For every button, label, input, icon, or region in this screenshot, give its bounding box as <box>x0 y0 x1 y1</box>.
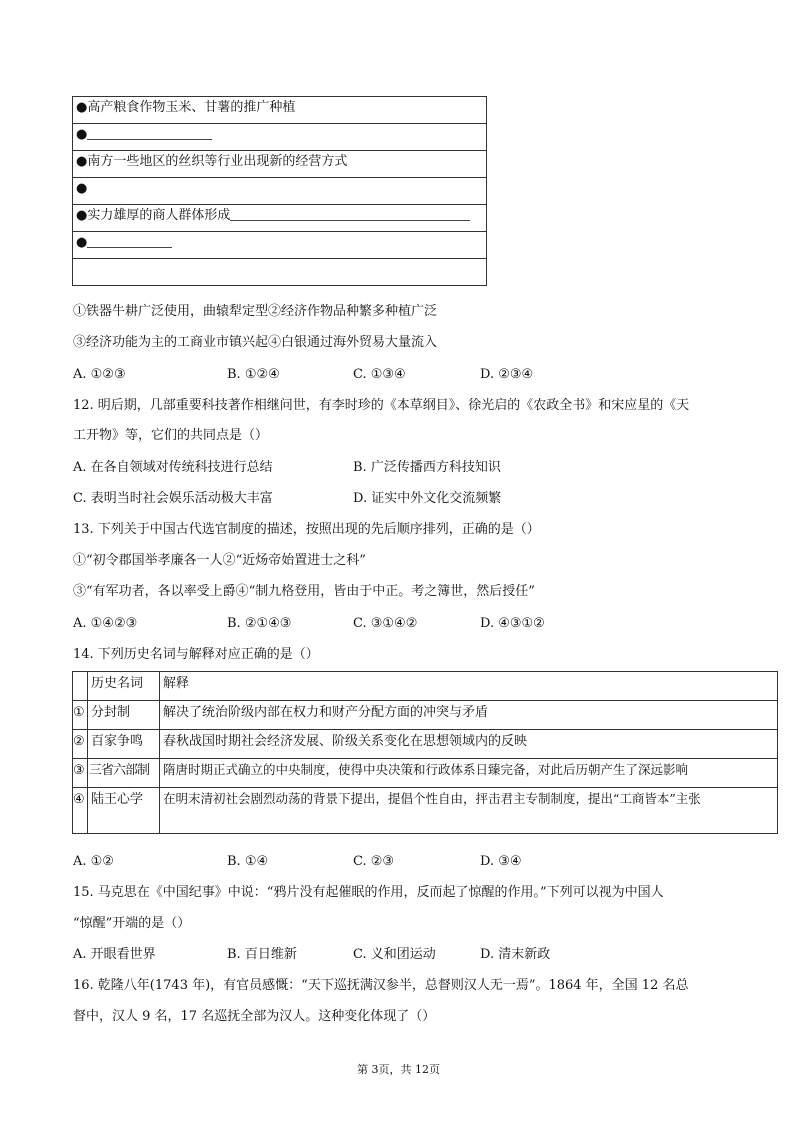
q12-option-c: C. 表明当时社会娱乐活动极大丰富 <box>73 491 273 506</box>
q16-stem-line1: 16. 乾隆八年(1743 年)，有官员感慨：“天下巡抚满汉参半，总督则汉人无一焉”。1864 年，全国 12 名总 <box>73 978 689 993</box>
q11-option-c: C. ①③④ <box>353 367 406 382</box>
answer-blank <box>87 139 212 140</box>
q15-stem-line2: “惊醒”开端的是（） <box>73 916 191 931</box>
q13-option-a: A. ①④②③ <box>73 616 138 631</box>
table-cell: 解决了统治阶级内部在权力和财产分配方面的冲突与矛盾 <box>160 701 778 730</box>
q13-stem-line1: 13. 下列关于中国古代选官制度的描述，按照出现的先后顺序排列，正确的是（） <box>73 522 540 537</box>
table-row <box>73 205 487 232</box>
table-cell: ● <box>73 232 487 259</box>
table-cell: 春秋战国时期社会经济发展、阶级关系变化在思想领域内的反映 <box>160 730 778 759</box>
table-row <box>73 178 487 205</box>
q14-option-a: A. ①② <box>73 854 114 869</box>
q14-option-b: B. ①④ <box>227 854 269 869</box>
q14-stem: 14. 下列历史名词与解释对应正确的是（） <box>73 647 319 662</box>
q15-option-c: C. 义和团运动 <box>353 947 436 962</box>
q12-stem-line2: 工开物》等，它们的共同点是（） <box>73 428 269 443</box>
q11-option-a: A. ①②③ <box>73 367 126 382</box>
table-cell <box>73 259 487 286</box>
q13-option-c: C. ③①④② <box>353 616 418 631</box>
q12-stem-line1: 12. 明后期，几部重要科技著作相继问世，有李时珍的《本草纲目》、徐光启的《农政全书》和宋应星的《天 <box>73 398 690 413</box>
q14-option-c: C. ②③ <box>353 854 395 869</box>
table-row <box>73 259 487 286</box>
events-table <box>72 96 487 286</box>
table-header-cell <box>73 672 88 701</box>
q13-option-d: D. ④③①② <box>480 616 545 631</box>
q11-statement-2: ③经济功能为主的工商业市镇兴起④白银通过海外贸易大量流入 <box>73 335 438 350</box>
table-header-row <box>73 672 778 701</box>
table-row <box>73 788 778 834</box>
answer-blank <box>87 247 172 248</box>
table-row <box>73 701 778 730</box>
table-cell: 陆王心学 <box>88 788 160 834</box>
table-row <box>73 97 487 124</box>
table-row <box>73 759 778 788</box>
table-cell: 分封制 <box>88 701 160 730</box>
table-cell: ●高产粮食作物玉米、甘薯的推广种植 <box>73 97 487 124</box>
q15-option-a: A. 开眼看世界 <box>73 947 156 962</box>
q16-stem-line2: 督中，汉人 9 名，17 名巡抚全部为汉人。这种变化体现了（） <box>73 1009 436 1024</box>
q15-option-b: B. 百日维新 <box>227 947 297 962</box>
q11-statement-1: ①铁器牛耕广泛使用，曲辕犁定型②经济作物品种繁多种植广泛 <box>73 304 438 319</box>
table-header-cell: 历史名词 <box>88 672 160 701</box>
table-header-cell: 解释 <box>160 672 778 701</box>
q15-option-d: D. 清末新政 <box>480 947 551 962</box>
table-cell: ●实力雄厚的商人群体形成 <box>73 205 487 232</box>
q11-option-b: B. ①②④ <box>227 367 280 382</box>
q11-option-d: D. ②③④ <box>480 367 534 382</box>
table-row <box>73 124 487 151</box>
table-cell: ① <box>73 701 88 730</box>
table-row <box>73 151 487 178</box>
q12-option-a: A. 在各自领域对传统科技进行总结 <box>73 460 273 475</box>
table-cell: ●南方一些地区的丝织等行业出现新的经营方式 <box>73 151 487 178</box>
table-cell: ● <box>73 178 487 205</box>
q12-option-b: B. 广泛传播西方科技知识 <box>353 460 501 475</box>
table-cell: 在明末清初社会剧烈动荡的背景下提出，提倡个性自由，抨击君主专制制度，提出“工商皆本”主张 <box>160 788 778 834</box>
q15-stem-line1: 15. 马克思在《中国纪事》中说：“鸦片没有起催眠的作用，反而起了惊醒的作用。”下列可以视为中国人 <box>73 885 664 900</box>
q13-option-b: B. ②①④③ <box>227 616 292 631</box>
table-cell: ④ <box>73 788 88 834</box>
q13-stem-line3: ③“有军功者，各以率受上爵④“制九格登用，皆由于中正。考之簿世，然后授任” <box>73 584 535 599</box>
q14-option-d: D. ③④ <box>480 854 522 869</box>
answer-blank <box>230 220 470 221</box>
table-cell: 三省六部制 <box>88 759 160 788</box>
page-number: 第 3页，共 12页 <box>357 1063 440 1076</box>
q12-option-d: D. 证实中外文化交流频繁 <box>353 491 502 506</box>
table-row <box>73 232 487 259</box>
table-cell: 百家争鸣 <box>88 730 160 759</box>
q13-stem-line2: ①“初令郡国举孝廉各一人②“近炀帝始置进士之科” <box>73 553 366 568</box>
table-cell: ③ <box>73 759 88 788</box>
table-cell: ● <box>73 124 487 151</box>
table-cell: ② <box>73 730 88 759</box>
terms-table <box>72 671 778 834</box>
table-cell: 隋唐时期正式确立的中央制度，使得中央决策和行政体系日臻完备，对此后历朝产生了深远影响 <box>160 759 778 788</box>
table-row <box>73 730 778 759</box>
